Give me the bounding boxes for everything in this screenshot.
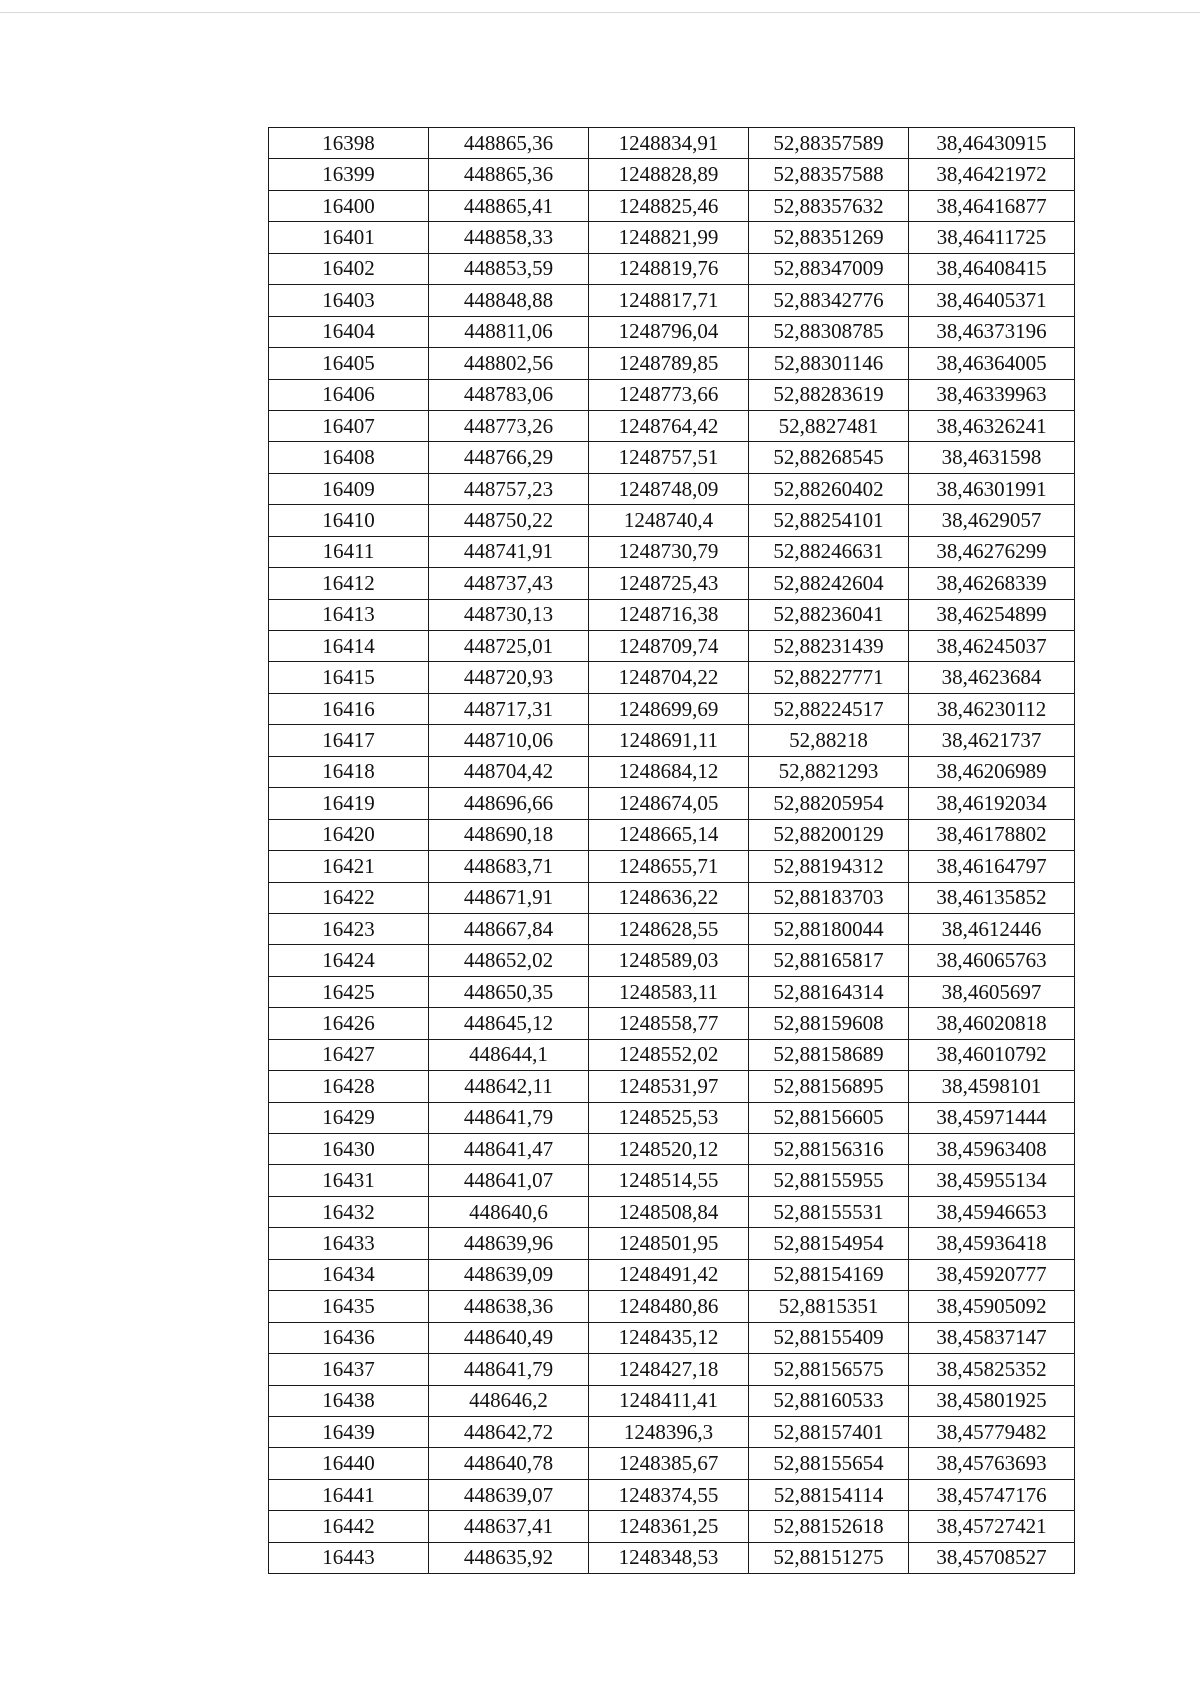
y-coordinate-cell: 1248773,66 xyxy=(589,379,749,410)
table-row xyxy=(269,1385,1075,1416)
x-coordinate-cell: 448641,47 xyxy=(429,1134,589,1165)
point-number-cell: 16433 xyxy=(269,1228,429,1259)
x-coordinate-cell: 448646,2 xyxy=(429,1385,589,1416)
x-coordinate-cell: 448637,41 xyxy=(429,1511,589,1542)
latitude-cell: 52,88242604 xyxy=(749,568,909,599)
table-row xyxy=(269,316,1075,347)
latitude-cell: 52,88342776 xyxy=(749,285,909,316)
longitude-cell: 38,4631598 xyxy=(909,442,1075,473)
point-number-cell: 16436 xyxy=(269,1322,429,1353)
table-row xyxy=(269,1354,1075,1385)
y-coordinate-cell: 1248665,14 xyxy=(589,819,749,850)
x-coordinate-cell: 448773,26 xyxy=(429,410,589,441)
x-coordinate-cell: 448683,71 xyxy=(429,851,589,882)
longitude-cell: 38,46268339 xyxy=(909,568,1075,599)
x-coordinate-cell: 448720,93 xyxy=(429,662,589,693)
point-number-cell: 16401 xyxy=(269,222,429,253)
latitude-cell: 52,88231439 xyxy=(749,631,909,662)
latitude-cell: 52,88154114 xyxy=(749,1479,909,1510)
latitude-cell: 52,88357632 xyxy=(749,190,909,221)
latitude-cell: 52,88260402 xyxy=(749,473,909,504)
x-coordinate-cell: 448640,6 xyxy=(429,1196,589,1227)
y-coordinate-cell: 1248374,55 xyxy=(589,1479,749,1510)
x-coordinate-cell: 448690,18 xyxy=(429,819,589,850)
longitude-cell: 38,45905092 xyxy=(909,1291,1075,1322)
longitude-cell: 38,45747176 xyxy=(909,1479,1075,1510)
x-coordinate-cell: 448802,56 xyxy=(429,348,589,379)
x-coordinate-cell: 448783,06 xyxy=(429,379,589,410)
longitude-cell: 38,46411725 xyxy=(909,222,1075,253)
x-coordinate-cell: 448641,79 xyxy=(429,1354,589,1385)
y-coordinate-cell: 1248684,12 xyxy=(589,756,749,787)
latitude-cell: 52,88205954 xyxy=(749,788,909,819)
latitude-cell: 52,88164314 xyxy=(749,976,909,1007)
point-number-cell: 16438 xyxy=(269,1385,429,1416)
table-row xyxy=(269,725,1075,756)
table-row xyxy=(269,1196,1075,1227)
x-coordinate-cell: 448696,66 xyxy=(429,788,589,819)
latitude-cell: 52,8815351 xyxy=(749,1291,909,1322)
table-row xyxy=(269,379,1075,410)
y-coordinate-cell: 1248655,71 xyxy=(589,851,749,882)
x-coordinate-cell: 448865,36 xyxy=(429,128,589,159)
y-coordinate-cell: 1248501,95 xyxy=(589,1228,749,1259)
x-coordinate-cell: 448639,09 xyxy=(429,1259,589,1290)
longitude-cell: 38,45763693 xyxy=(909,1448,1075,1479)
longitude-cell: 38,4621737 xyxy=(909,725,1075,756)
longitude-cell: 38,4605697 xyxy=(909,976,1075,1007)
latitude-cell: 52,88357589 xyxy=(749,128,909,159)
x-coordinate-cell: 448725,01 xyxy=(429,631,589,662)
y-coordinate-cell: 1248828,89 xyxy=(589,159,749,190)
point-number-cell: 16400 xyxy=(269,190,429,221)
table-row xyxy=(269,631,1075,662)
y-coordinate-cell: 1248558,77 xyxy=(589,1008,749,1039)
point-number-cell: 16409 xyxy=(269,473,429,504)
table-row xyxy=(269,128,1075,159)
point-number-cell: 16443 xyxy=(269,1542,429,1573)
point-number-cell: 16430 xyxy=(269,1134,429,1165)
table-row xyxy=(269,1228,1075,1259)
x-coordinate-cell: 448858,33 xyxy=(429,222,589,253)
point-number-cell: 16413 xyxy=(269,599,429,630)
latitude-cell: 52,88154169 xyxy=(749,1259,909,1290)
table-row xyxy=(269,442,1075,473)
point-number-cell: 16419 xyxy=(269,788,429,819)
latitude-cell: 52,88156316 xyxy=(749,1134,909,1165)
longitude-cell: 38,45825352 xyxy=(909,1354,1075,1385)
y-coordinate-cell: 1248709,74 xyxy=(589,631,749,662)
latitude-cell: 52,8827481 xyxy=(749,410,909,441)
latitude-cell: 52,88308785 xyxy=(749,316,909,347)
longitude-cell: 38,46164797 xyxy=(909,851,1075,882)
latitude-cell: 52,88351269 xyxy=(749,222,909,253)
longitude-cell: 38,45801925 xyxy=(909,1385,1075,1416)
table-row xyxy=(269,1448,1075,1479)
latitude-cell: 52,88246631 xyxy=(749,536,909,567)
longitude-cell: 38,45971444 xyxy=(909,1102,1075,1133)
latitude-cell: 52,88158689 xyxy=(749,1039,909,1070)
table-row xyxy=(269,882,1075,913)
point-number-cell: 16442 xyxy=(269,1511,429,1542)
longitude-cell: 38,46339963 xyxy=(909,379,1075,410)
latitude-cell: 52,88156575 xyxy=(749,1354,909,1385)
point-number-cell: 16420 xyxy=(269,819,429,850)
point-number-cell: 16435 xyxy=(269,1291,429,1322)
latitude-cell: 52,88224517 xyxy=(749,693,909,724)
longitude-cell: 38,46010792 xyxy=(909,1039,1075,1070)
y-coordinate-cell: 1248480,86 xyxy=(589,1291,749,1322)
table-row xyxy=(269,1102,1075,1133)
longitude-cell: 38,46301991 xyxy=(909,473,1075,504)
latitude-cell: 52,88159608 xyxy=(749,1008,909,1039)
table-row xyxy=(269,1071,1075,1102)
longitude-cell: 38,45708527 xyxy=(909,1542,1075,1573)
longitude-cell: 38,46405371 xyxy=(909,285,1075,316)
longitude-cell: 38,45727421 xyxy=(909,1511,1075,1542)
table-row xyxy=(269,788,1075,819)
x-coordinate-cell: 448644,1 xyxy=(429,1039,589,1070)
longitude-cell: 38,46326241 xyxy=(909,410,1075,441)
x-coordinate-cell: 448704,42 xyxy=(429,756,589,787)
point-number-cell: 16399 xyxy=(269,159,429,190)
x-coordinate-cell: 448671,91 xyxy=(429,882,589,913)
point-number-cell: 16417 xyxy=(269,725,429,756)
y-coordinate-cell: 1248699,69 xyxy=(589,693,749,724)
table-row xyxy=(269,473,1075,504)
y-coordinate-cell: 1248725,43 xyxy=(589,568,749,599)
latitude-cell: 52,88152618 xyxy=(749,1511,909,1542)
y-coordinate-cell: 1248583,11 xyxy=(589,976,749,1007)
y-coordinate-cell: 1248514,55 xyxy=(589,1165,749,1196)
point-number-cell: 16407 xyxy=(269,410,429,441)
y-coordinate-cell: 1248821,99 xyxy=(589,222,749,253)
x-coordinate-cell: 448652,02 xyxy=(429,945,589,976)
scan-edge-line xyxy=(0,12,1200,13)
longitude-cell: 38,46416877 xyxy=(909,190,1075,221)
longitude-cell: 38,46135852 xyxy=(909,882,1075,913)
y-coordinate-cell: 1248628,55 xyxy=(589,913,749,944)
x-coordinate-cell: 448865,36 xyxy=(429,159,589,190)
table-row xyxy=(269,1416,1075,1447)
latitude-cell: 52,88155955 xyxy=(749,1165,909,1196)
x-coordinate-cell: 448667,84 xyxy=(429,913,589,944)
longitude-cell: 38,45936418 xyxy=(909,1228,1075,1259)
table-row xyxy=(269,536,1075,567)
y-coordinate-cell: 1248531,97 xyxy=(589,1071,749,1102)
point-number-cell: 16416 xyxy=(269,693,429,724)
latitude-cell: 52,88227771 xyxy=(749,662,909,693)
y-coordinate-cell: 1248508,84 xyxy=(589,1196,749,1227)
table-row xyxy=(269,1039,1075,1070)
y-coordinate-cell: 1248552,02 xyxy=(589,1039,749,1070)
table-row xyxy=(269,945,1075,976)
longitude-cell: 38,45946653 xyxy=(909,1196,1075,1227)
table-row xyxy=(269,913,1075,944)
y-coordinate-cell: 1248491,42 xyxy=(589,1259,749,1290)
point-number-cell: 16408 xyxy=(269,442,429,473)
longitude-cell: 38,46178802 xyxy=(909,819,1075,850)
point-number-cell: 16434 xyxy=(269,1259,429,1290)
x-coordinate-cell: 448638,36 xyxy=(429,1291,589,1322)
longitude-cell: 38,46430915 xyxy=(909,128,1075,159)
latitude-cell: 52,88165817 xyxy=(749,945,909,976)
x-coordinate-cell: 448750,22 xyxy=(429,505,589,536)
point-number-cell: 16423 xyxy=(269,913,429,944)
longitude-cell: 38,46065763 xyxy=(909,945,1075,976)
point-number-cell: 16425 xyxy=(269,976,429,1007)
latitude-cell: 52,88183703 xyxy=(749,882,909,913)
longitude-cell: 38,45920777 xyxy=(909,1259,1075,1290)
latitude-cell: 52,88160533 xyxy=(749,1385,909,1416)
table-row xyxy=(269,756,1075,787)
coordinates-table-body xyxy=(269,128,1075,1574)
x-coordinate-cell: 448737,43 xyxy=(429,568,589,599)
table-row xyxy=(269,505,1075,536)
y-coordinate-cell: 1248361,25 xyxy=(589,1511,749,1542)
latitude-cell: 52,88357588 xyxy=(749,159,909,190)
y-coordinate-cell: 1248520,12 xyxy=(589,1134,749,1165)
x-coordinate-cell: 448710,06 xyxy=(429,725,589,756)
latitude-cell: 52,88200129 xyxy=(749,819,909,850)
point-number-cell: 16398 xyxy=(269,128,429,159)
longitude-cell: 38,45963408 xyxy=(909,1134,1075,1165)
table-row xyxy=(269,1511,1075,1542)
table-row xyxy=(269,348,1075,379)
longitude-cell: 38,46254899 xyxy=(909,599,1075,630)
point-number-cell: 16404 xyxy=(269,316,429,347)
point-number-cell: 16412 xyxy=(269,568,429,599)
latitude-cell: 52,88283619 xyxy=(749,379,909,410)
table-row xyxy=(269,1165,1075,1196)
coordinates-table xyxy=(268,127,1075,1574)
x-coordinate-cell: 448640,49 xyxy=(429,1322,589,1353)
latitude-cell: 52,88218 xyxy=(749,725,909,756)
latitude-cell: 52,88301146 xyxy=(749,348,909,379)
table-row xyxy=(269,819,1075,850)
y-coordinate-cell: 1248348,53 xyxy=(589,1542,749,1573)
latitude-cell: 52,88180044 xyxy=(749,913,909,944)
x-coordinate-cell: 448639,07 xyxy=(429,1479,589,1510)
longitude-cell: 38,4598101 xyxy=(909,1071,1075,1102)
y-coordinate-cell: 1248748,09 xyxy=(589,473,749,504)
latitude-cell: 52,88254101 xyxy=(749,505,909,536)
point-number-cell: 16439 xyxy=(269,1416,429,1447)
y-coordinate-cell: 1248411,41 xyxy=(589,1385,749,1416)
x-coordinate-cell: 448650,35 xyxy=(429,976,589,1007)
y-coordinate-cell: 1248589,03 xyxy=(589,945,749,976)
latitude-cell: 52,88156895 xyxy=(749,1071,909,1102)
longitude-cell: 38,46245037 xyxy=(909,631,1075,662)
point-number-cell: 16405 xyxy=(269,348,429,379)
y-coordinate-cell: 1248825,46 xyxy=(589,190,749,221)
longitude-cell: 38,4612446 xyxy=(909,913,1075,944)
table-row xyxy=(269,1479,1075,1510)
table-row xyxy=(269,1291,1075,1322)
point-number-cell: 16426 xyxy=(269,1008,429,1039)
table-row xyxy=(269,190,1075,221)
point-number-cell: 16428 xyxy=(269,1071,429,1102)
x-coordinate-cell: 448641,07 xyxy=(429,1165,589,1196)
latitude-cell: 52,88194312 xyxy=(749,851,909,882)
table-row xyxy=(269,693,1075,724)
point-number-cell: 16440 xyxy=(269,1448,429,1479)
y-coordinate-cell: 1248789,85 xyxy=(589,348,749,379)
point-number-cell: 16432 xyxy=(269,1196,429,1227)
x-coordinate-cell: 448741,91 xyxy=(429,536,589,567)
y-coordinate-cell: 1248834,91 xyxy=(589,128,749,159)
point-number-cell: 16402 xyxy=(269,253,429,284)
longitude-cell: 38,45779482 xyxy=(909,1416,1075,1447)
table-row xyxy=(269,253,1075,284)
point-number-cell: 16421 xyxy=(269,851,429,882)
x-coordinate-cell: 448642,72 xyxy=(429,1416,589,1447)
x-coordinate-cell: 448641,79 xyxy=(429,1102,589,1133)
table-row xyxy=(269,568,1075,599)
table-row xyxy=(269,1259,1075,1290)
longitude-cell: 38,4623684 xyxy=(909,662,1075,693)
point-number-cell: 16437 xyxy=(269,1354,429,1385)
point-number-cell: 16406 xyxy=(269,379,429,410)
table-row xyxy=(269,159,1075,190)
point-number-cell: 16410 xyxy=(269,505,429,536)
x-coordinate-cell: 448865,41 xyxy=(429,190,589,221)
longitude-cell: 38,46276299 xyxy=(909,536,1075,567)
x-coordinate-cell: 448639,96 xyxy=(429,1228,589,1259)
x-coordinate-cell: 448811,06 xyxy=(429,316,589,347)
table-row xyxy=(269,976,1075,1007)
y-coordinate-cell: 1248385,67 xyxy=(589,1448,749,1479)
longitude-cell: 38,45837147 xyxy=(909,1322,1075,1353)
latitude-cell: 52,88347009 xyxy=(749,253,909,284)
x-coordinate-cell: 448642,11 xyxy=(429,1071,589,1102)
y-coordinate-cell: 1248525,53 xyxy=(589,1102,749,1133)
latitude-cell: 52,88155531 xyxy=(749,1196,909,1227)
y-coordinate-cell: 1248819,76 xyxy=(589,253,749,284)
longitude-cell: 38,46020818 xyxy=(909,1008,1075,1039)
latitude-cell: 52,88151275 xyxy=(749,1542,909,1573)
x-coordinate-cell: 448645,12 xyxy=(429,1008,589,1039)
longitude-cell: 38,46192034 xyxy=(909,788,1075,819)
longitude-cell: 38,45955134 xyxy=(909,1165,1075,1196)
latitude-cell: 52,88156605 xyxy=(749,1102,909,1133)
y-coordinate-cell: 1248691,11 xyxy=(589,725,749,756)
point-number-cell: 16414 xyxy=(269,631,429,662)
latitude-cell: 52,88268545 xyxy=(749,442,909,473)
longitude-cell: 38,46206989 xyxy=(909,756,1075,787)
point-number-cell: 16411 xyxy=(269,536,429,567)
table-row xyxy=(269,599,1075,630)
x-coordinate-cell: 448730,13 xyxy=(429,599,589,630)
table-row xyxy=(269,410,1075,441)
latitude-cell: 52,88157401 xyxy=(749,1416,909,1447)
y-coordinate-cell: 1248396,3 xyxy=(589,1416,749,1447)
x-coordinate-cell: 448717,31 xyxy=(429,693,589,724)
table-row xyxy=(269,285,1075,316)
point-number-cell: 16427 xyxy=(269,1039,429,1070)
longitude-cell: 38,46373196 xyxy=(909,316,1075,347)
x-coordinate-cell: 448757,23 xyxy=(429,473,589,504)
y-coordinate-cell: 1248435,12 xyxy=(589,1322,749,1353)
longitude-cell: 38,46364005 xyxy=(909,348,1075,379)
point-number-cell: 16431 xyxy=(269,1165,429,1196)
longitude-cell: 38,46408415 xyxy=(909,253,1075,284)
point-number-cell: 16424 xyxy=(269,945,429,976)
latitude-cell: 52,88236041 xyxy=(749,599,909,630)
longitude-cell: 38,4629057 xyxy=(909,505,1075,536)
point-number-cell: 16415 xyxy=(269,662,429,693)
latitude-cell: 52,88155409 xyxy=(749,1322,909,1353)
longitude-cell: 38,46421972 xyxy=(909,159,1075,190)
x-coordinate-cell: 448853,59 xyxy=(429,253,589,284)
table-row xyxy=(269,1008,1075,1039)
y-coordinate-cell: 1248636,22 xyxy=(589,882,749,913)
y-coordinate-cell: 1248764,42 xyxy=(589,410,749,441)
latitude-cell: 52,88154954 xyxy=(749,1228,909,1259)
table-row xyxy=(269,1322,1075,1353)
point-number-cell: 16441 xyxy=(269,1479,429,1510)
x-coordinate-cell: 448640,78 xyxy=(429,1448,589,1479)
point-number-cell: 16403 xyxy=(269,285,429,316)
table-row xyxy=(269,1542,1075,1573)
y-coordinate-cell: 1248704,22 xyxy=(589,662,749,693)
point-number-cell: 16418 xyxy=(269,756,429,787)
y-coordinate-cell: 1248730,79 xyxy=(589,536,749,567)
table-row xyxy=(269,222,1075,253)
y-coordinate-cell: 1248716,38 xyxy=(589,599,749,630)
longitude-cell: 38,46230112 xyxy=(909,693,1075,724)
table-row xyxy=(269,851,1075,882)
point-number-cell: 16429 xyxy=(269,1102,429,1133)
x-coordinate-cell: 448766,29 xyxy=(429,442,589,473)
point-number-cell: 16422 xyxy=(269,882,429,913)
y-coordinate-cell: 1248796,04 xyxy=(589,316,749,347)
latitude-cell: 52,88155654 xyxy=(749,1448,909,1479)
table-row xyxy=(269,662,1075,693)
y-coordinate-cell: 1248674,05 xyxy=(589,788,749,819)
x-coordinate-cell: 448848,88 xyxy=(429,285,589,316)
y-coordinate-cell: 1248427,18 xyxy=(589,1354,749,1385)
x-coordinate-cell: 448635,92 xyxy=(429,1542,589,1573)
y-coordinate-cell: 1248740,4 xyxy=(589,505,749,536)
y-coordinate-cell: 1248757,51 xyxy=(589,442,749,473)
latitude-cell: 52,8821293 xyxy=(749,756,909,787)
table-row xyxy=(269,1134,1075,1165)
y-coordinate-cell: 1248817,71 xyxy=(589,285,749,316)
